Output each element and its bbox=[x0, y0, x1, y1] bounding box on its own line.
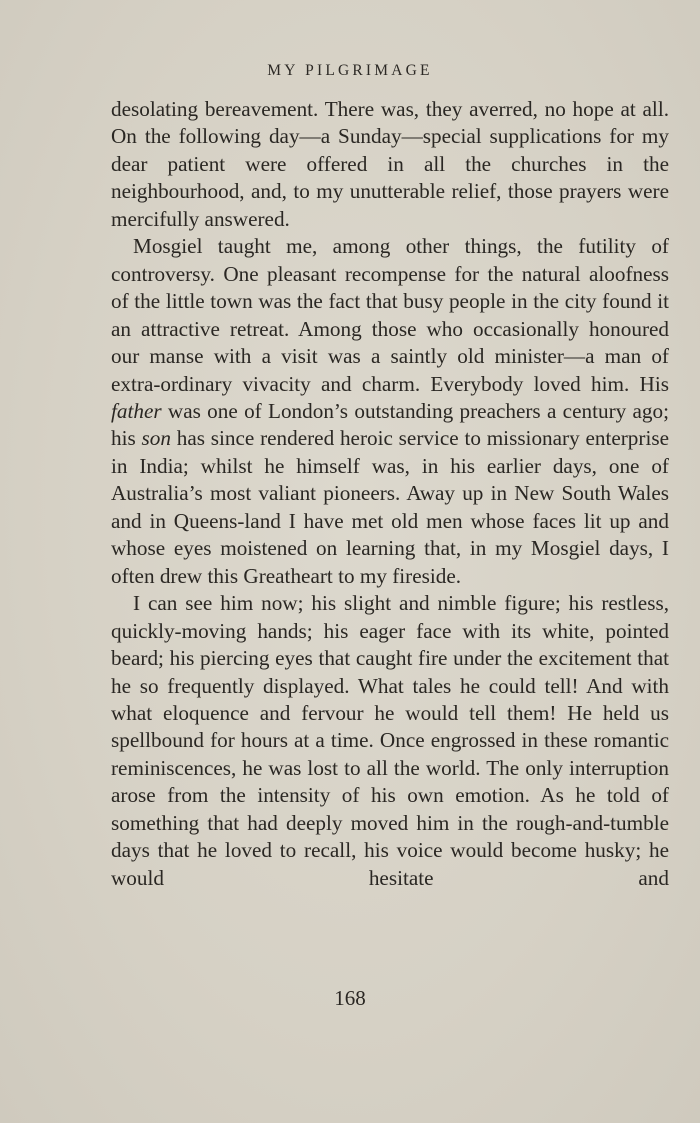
paragraph-2-text-c: has since rendered heroic service to missionary enterprise in India; whilst he himself was, in his earlier days, one of Australia’s most valiant pioneers. Away up in New South Wales and in Queens-land I have met old men whose faces lit up and whose eyes moistened on learning that, in my Mosgiel days, I often drew this Greatheart to my fireside. bbox=[111, 426, 669, 588]
paragraph-2-italic-son: son bbox=[141, 426, 171, 451]
paragraph-3 bbox=[111, 590, 669, 892]
paragraph-1 bbox=[111, 96, 669, 233]
paragraph-2 bbox=[111, 233, 669, 590]
running-head: MY PILGRIMAGE bbox=[267, 62, 433, 79]
paragraph-2-text-a: Mosgiel taught me, among other things, the futility of controversy. One pleasant recompense for the natural aloofness of the little town was the fact that busy people in the city found it an attractive retreat. Among those who occasionally honoured our manse with a visit was a saintly old minister—a man of extra-ordinary vivacity and charm. Everybody loved him. His bbox=[111, 234, 669, 396]
page-number: 168 bbox=[334, 986, 366, 1010]
paragraph-1-text: desolating bereavement. There was, they averred, no hope at all. On the following day—a Sunday—special supplications for my dear patient were offered in all the churches in the neighbourhood, and, to my unutterable relief, those prayers were mercifully answered. bbox=[111, 97, 669, 231]
paragraph-2-italic-father: father bbox=[111, 398, 162, 423]
paragraph-2-text-b: was one of London’s outstanding preachers a century ago; his bbox=[111, 398, 669, 451]
body-text bbox=[111, 96, 669, 892]
paragraph-3-text: I can see him now; his slight and nimble figure; his restless, quickly-moving hands; his eager face with its white, pointed beard; his piercing eyes that caught fire under the excitement that he so frequently displayed. What tales he could tell! And with what eloquence and fervour he would tell them! He held us spellbound for hours at a time. Once engrossed in these romantic reminiscences, he was lost to all the world. The only interruption arose from the intensity of his own emotion. As he told of something that had deeply moved him in the rough-and-tumble days that he loved to recall, his voice would become husky; he would hesitate and bbox=[111, 591, 669, 890]
